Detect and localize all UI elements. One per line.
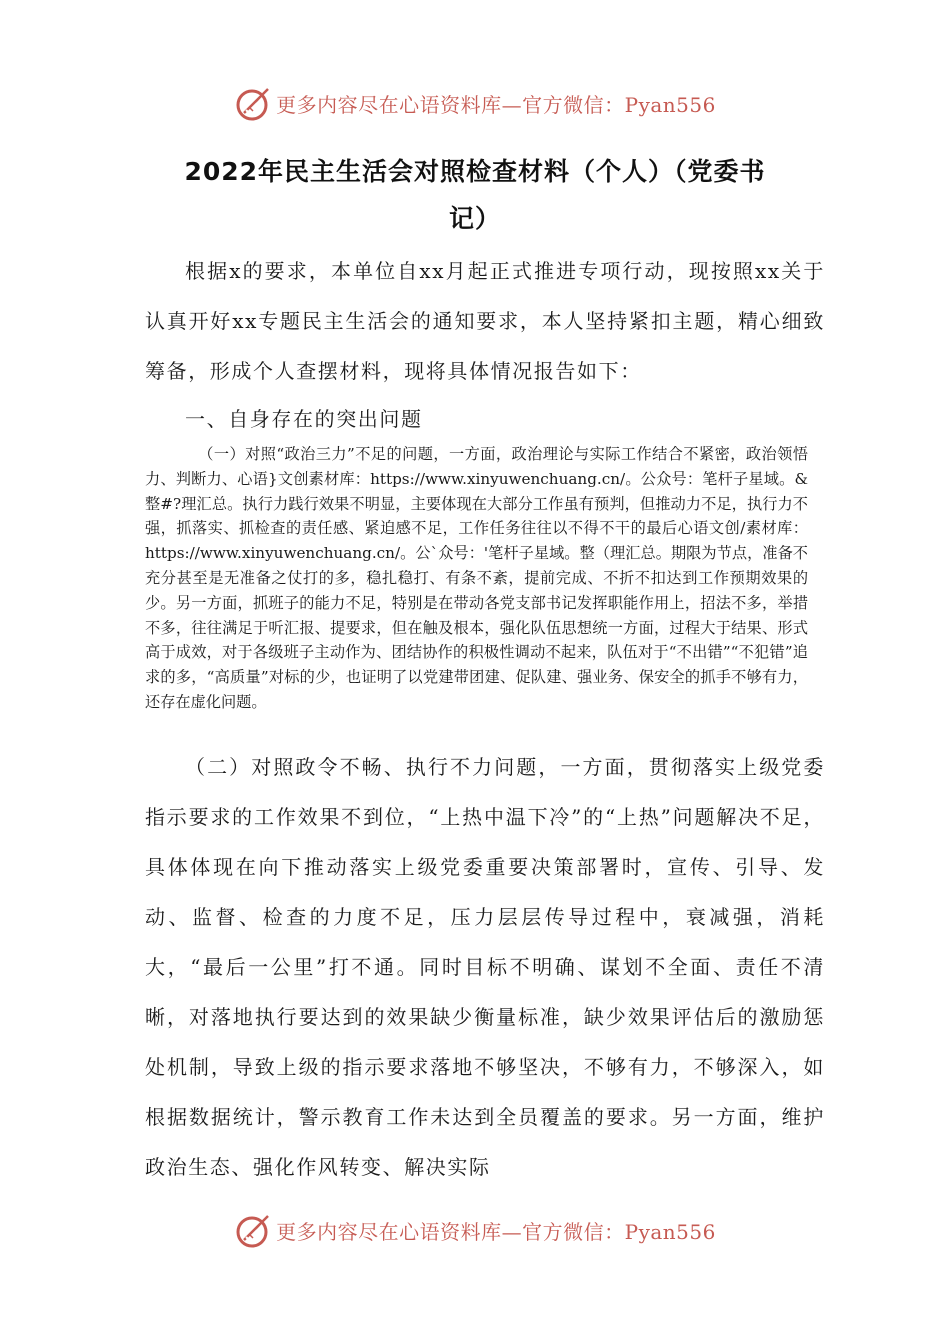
body-paragraph-2: （二）对照政令不畅、执行不力问题，一方面，贯彻落实上级党委指示要求的工作效果不到位，“上热中温下冷”的“上热”问题解决不足，具体体现在向下推动落实上级党委重要决策部署时，宣传、引导、发动、监督、检查的力度不足，压力层层传导过程中，衰减强，消耗大，“最后一公里”打不通。同时目标不明确、谋划不全面、责任不清晰，对落地执行要达到的效果缺少衡量标准，缺少效果评估后的激励惩处机制，导致上级的指示要求落地不够坚决，不够有力，不够深入，如根据数据统计，警示教育工作未达到全员覆盖的要求。另一方面，维护政治生态、强化作风转变、解决实际 [145,755,825,1179]
watermark-text: 更多内容尽在心语资料库—官方微信：Pyan556 [276,92,716,117]
document-title-line2: 记） [448,204,501,233]
quill-logo-icon [234,1210,274,1250]
watermark-text: 更多内容尽在心语资料库—官方微信：Pyan556 [276,1219,716,1244]
intro-paragraph: 根据x的要求，本单位自xx月起正式推进专项行动，现按照xx关于认真开好xx专题民主生活会的通知要求，本人坚持紧扣主题，精心细致筹备，形成个人查摆材料，现将具体情况报告如下： [145,259,825,383]
watermark-banner-top [0,78,950,128]
watermark-banner-bottom [0,1205,950,1255]
quill-logo-icon [234,83,274,123]
body-paragraph-1: （一）对照“政治三力”不足的问题，一方面，政治理论与实际工作结合不紧密，政治领悟力、判断力、心语}文创素材库：https://www.xinyuwenchuang.cn/。公众号：笔杆子星域。&整#?理汇总。执行力践行效果不明显，主要体现在大部分工作虽有预判，但推动力不足，执行力不强，抓落实、抓检查的责任感、紧迫感不足，工作任务往往以不得不干的最后心语文创/素材库：https://www.xinyuwenchuang.cn/。公`众号：'笔杆子星域。整（理汇总。期限为节点，准备不充分甚至是无准备之仗打的多，稳扎稳打、有条不紊，提前完成、不折不扣达到工作预期效果的少。另一方面，抓班子的能力不足，特别是在带动各党支部书记发挥职能作用上，招法不多，举措不多，往往满足于听汇报、提要求，但在触及根本，强化队伍思想统一方面，过程大于结果、形式高于成效，对于各级班子主动作为、团结协作的积极性调动不起来，队伍对于“不出错”“不犯错”追求的多，“高质量”对标的少，也证明了以党建带团建、促队建、强业务、保安全的抓手不够有力，还存在虚化问题。 [145,445,808,711]
section-heading: 一、自身存在的突出问题 [185,407,423,431]
document-title-line1: 2022年民主生活会对照检查材料（个人）（党委书 [184,157,766,186]
